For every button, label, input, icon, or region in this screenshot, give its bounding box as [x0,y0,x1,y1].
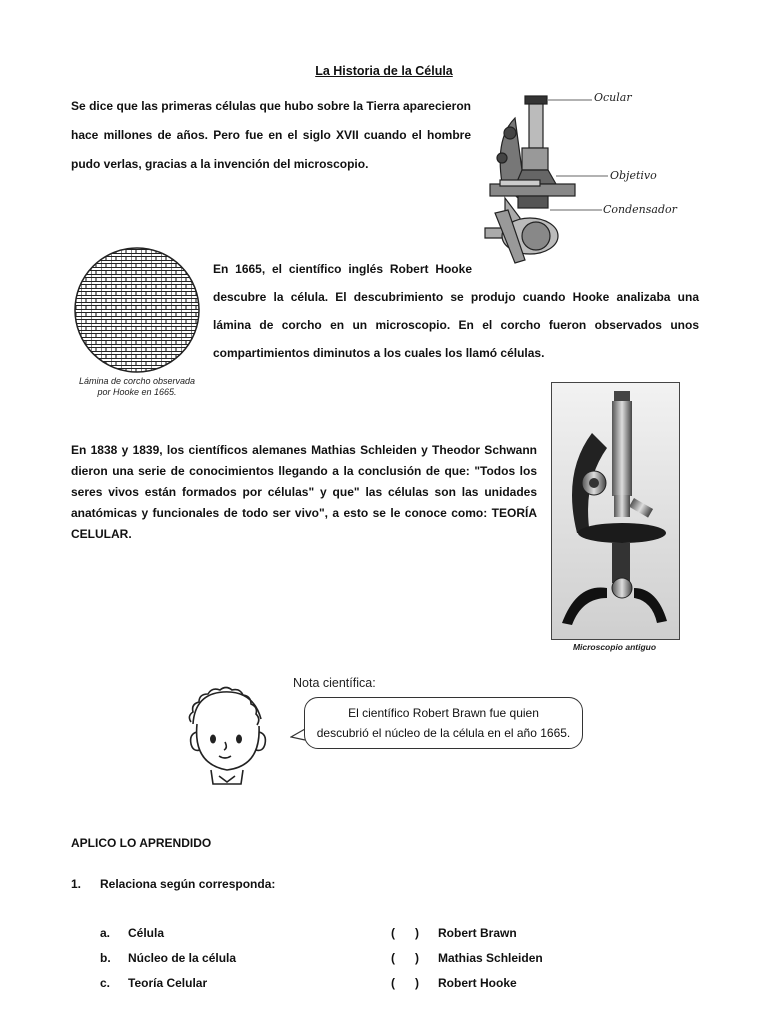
theory-paragraph: En 1838 y 1839, los científicos alemanes Mathias Schleiden y Theodor Schwann dieron una serie de conocimientos llegando a la conclusión de que: "Todos los seres vivos están formados por células" y que" las células son las unidades anatómicas y funcionales de todo ser vivo", a esto se le conoce como: TEORÍA CELULAR. [71,443,537,541]
question-number: 1. [71,877,82,891]
match-term-c: Teoría Celular [128,976,208,990]
cork-caption [71,376,203,398]
match-letter-a: a. [100,926,111,940]
hooke-paragraph-line-1: En 1665, el científico inglés Robert Hooke [213,262,472,276]
cork-cells-image [71,246,203,374]
question-1 [71,877,276,891]
match-answer-c: Robert Hooke [438,976,517,990]
boy-cartoon-image [183,684,273,792]
match-answer-b: Mathias Schleiden [438,951,543,965]
intro-paragraph: Se dice que las primeras células que hubo sobre la Tierra aparecieron hace millones de años. Pero fue en el siglo XVII cuando el hombre pudo verlas, gracias a la invención del microscopio. [71,99,471,171]
antique-microscope-photo [551,382,680,640]
match-blank-b[interactable]: ( ) [391,951,419,965]
nota-line-1: El científico Robert Brawn fue quien [348,706,539,720]
cork-caption-line-2: por Hooke en 1665. [97,387,177,397]
label-objetivo: Objetivo [610,169,657,182]
antique-microscope-drawing [552,383,679,639]
page-title: La Historia de la Célula [315,64,453,78]
photo-caption: Microscopio antiguo [572,642,657,652]
nota-label: Nota científica: [293,676,376,690]
match-letter-c: c. [100,976,111,990]
label-condensador: Condensador [603,203,677,216]
match-term-b: Núcleo de la célula [128,951,237,965]
match-letter-b: b. [100,951,111,965]
match-term-a: Célula [128,926,165,940]
match-blank-a[interactable]: ( ) [391,926,419,940]
question-text: Relaciona según corresponda: [100,877,276,891]
microscope-diagram [470,88,690,273]
section-title: APLICO LO APRENDIDO [71,836,212,850]
nota-bubble [304,697,583,749]
label-ocular: Ocular [594,91,632,104]
match-answer-a: Robert Brawn [438,926,517,940]
match-blank-c[interactable]: ( ) [391,976,419,990]
nota-line-2: descubrió el núcleo de la célula en el año 1665. [316,726,571,740]
hooke-paragraph-rest: descubre la célula. El descubrimiento se produjo cuando Hooke analizaba una lámina de corcho en un microscopio. En el corcho fueron observados unos compartimientos diminutos a los cuales los llamó células. [213,290,699,360]
cork-caption-line-1: Lámina de corcho observada [78,376,196,386]
